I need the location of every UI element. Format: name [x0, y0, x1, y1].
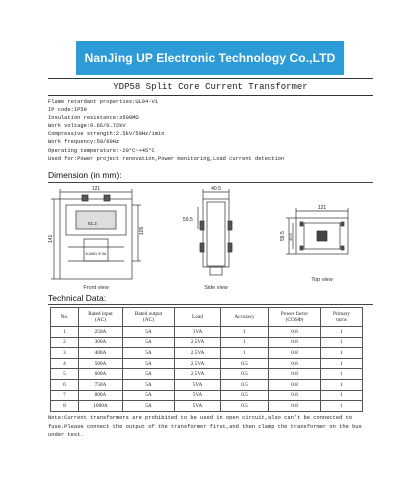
side-clip — [228, 243, 232, 252]
technical-data-heading: Technical Data: — [48, 293, 107, 303]
table-cell: 2.5VA — [175, 369, 221, 380]
top-inner-label: 40.5 — [288, 233, 293, 241]
spec-item: Operating temperature:-20°C~+45°C — [48, 147, 155, 154]
table-cell: 0.8 — [269, 327, 321, 338]
table-cell: 4 — [51, 358, 79, 369]
column-header: Rated output (AC) — [123, 308, 175, 327]
table-row — [51, 337, 363, 348]
table-cell: 1VA — [175, 327, 221, 338]
side-clip — [200, 221, 204, 230]
spec-item: Insulation resistance:≥500MΩ — [48, 115, 139, 122]
table-cell: 1000A — [79, 401, 123, 412]
table-row — [51, 379, 363, 390]
mount-clip — [82, 195, 88, 201]
table-cell: 0.8 — [269, 337, 321, 348]
table-row — [51, 358, 363, 369]
table-body — [51, 327, 363, 412]
table-cell: 1 — [221, 337, 269, 348]
table-cell: 400A — [79, 348, 123, 359]
side-mid-label: 59.5 — [183, 217, 193, 223]
side-inner-outline — [207, 202, 225, 266]
side-width-label: 40.5 — [211, 186, 221, 192]
table-cell: 0.8 — [269, 369, 321, 380]
side-clip — [228, 221, 232, 230]
table-row — [51, 369, 363, 380]
table-cell: 5VA — [175, 401, 221, 412]
front-inner-label: 51.2 — [88, 221, 97, 226]
table-cell: 8 — [51, 401, 79, 412]
table-cell: 2 — [51, 337, 79, 348]
top-corner-clip — [341, 222, 344, 226]
table-cell: 0.5 — [221, 390, 269, 401]
front-terminal-block — [84, 239, 108, 261]
front-view-caption: Front view — [83, 285, 109, 291]
table-cell: 6 — [51, 379, 79, 390]
table-cell: 1 — [321, 369, 363, 380]
top-core — [317, 231, 327, 241]
spec-item: IP code:IP50 — [48, 107, 87, 114]
table-cell: 5A — [123, 369, 175, 380]
table-cell: 0.5 — [221, 379, 269, 390]
column-header: No. — [51, 308, 79, 327]
table-cell: 5 — [51, 369, 79, 380]
product-title: YDP58 Split Core Current Transformer — [48, 78, 373, 96]
table-cell: 1 — [321, 379, 363, 390]
side-view-drawing — [198, 189, 232, 275]
table-cell: 0.8 — [269, 358, 321, 369]
column-header: Power factor (COSΦ) — [269, 308, 321, 327]
column-header: Load — [175, 308, 221, 327]
front-view-drawing — [51, 189, 141, 279]
table-cell: 7 — [51, 390, 79, 401]
table-cell: 1 — [51, 327, 79, 338]
table-cell: 5A — [123, 337, 175, 348]
front-terminal-label: 8-AWG Φ SA — [85, 252, 107, 256]
table-cell: 0.8 — [269, 379, 321, 390]
top-view-caption: Top view — [311, 277, 333, 283]
table-row — [51, 348, 363, 359]
table-cell: 1 — [221, 327, 269, 338]
dimension-heading: Dimension (in mm): — [48, 170, 122, 180]
table-cell: 5A — [123, 358, 175, 369]
side-terminal — [210, 267, 222, 275]
spec-item: Compressive strength:2.5kV/50Hz/1min — [48, 131, 165, 138]
front-core — [76, 211, 116, 229]
table-cell: 0.8 — [269, 401, 321, 412]
table-cell: 2.5VA — [175, 337, 221, 348]
table-cell: 5VA — [175, 379, 221, 390]
front-height-label: 141 — [48, 234, 54, 243]
table-cell: 300A — [79, 337, 123, 348]
spec-item: Work voltage:0.66/0.72kV — [48, 123, 126, 130]
spec-item: Flame retardant properties:UL94-V1 — [48, 99, 158, 105]
spec-list — [48, 98, 378, 163]
table-cell: 0.5 — [221, 369, 269, 380]
top-corner-clip — [300, 246, 303, 250]
table-cell: 3 — [51, 348, 79, 359]
table-cell: 600A — [79, 369, 123, 380]
front-height-right-label: 105 — [139, 226, 145, 235]
top-width-label: 121 — [317, 205, 327, 211]
table-cell: 1 — [321, 327, 363, 338]
table-cell: 5A — [123, 390, 175, 401]
front-width-label: 121 — [91, 186, 101, 192]
top-corner-clip — [341, 246, 344, 250]
table-cell: 1 — [221, 348, 269, 359]
section-divider — [48, 182, 373, 183]
table-cell: 1 — [321, 401, 363, 412]
table-cell: 1 — [321, 348, 363, 359]
dimension-drawings — [48, 185, 373, 293]
side-clip — [200, 243, 204, 252]
section-divider — [48, 304, 373, 305]
table-cell: 1 — [321, 358, 363, 369]
usage-note: Note:Current transformers are prohibited to be used in open circuit,also can't be connected to fuse.Please connect the output of the transformer first,and then clamp the transformer on the bus under test. — [48, 415, 362, 439]
table-row — [51, 327, 363, 338]
mount-clip — [104, 195, 110, 201]
table-cell: 1 — [321, 390, 363, 401]
side-view-caption: Side view — [204, 285, 228, 291]
table-cell: 800A — [79, 390, 123, 401]
table-cell: 0.5 — [221, 401, 269, 412]
table-cell: 0.8 — [269, 348, 321, 359]
table-header-row — [51, 308, 363, 327]
top-height-label: 59.5 — [280, 231, 286, 241]
table-cell: 0.8 — [269, 390, 321, 401]
column-header: Accuracy — [221, 308, 269, 327]
table-row — [51, 401, 363, 412]
spec-item: Used for:Power project renovation,Power monitoring,Load current detection — [48, 155, 285, 162]
table-cell: 5VA — [175, 390, 221, 401]
technical-data-table — [50, 307, 363, 412]
table-row — [51, 390, 363, 401]
table-cell: 5A — [123, 401, 175, 412]
table-cell: 5A — [123, 327, 175, 338]
top-corner-clip — [300, 222, 303, 226]
column-header: Rated input (AC) — [79, 308, 123, 327]
table-cell: 0.5 — [221, 358, 269, 369]
spec-item: Work frequency:50/60Hz — [48, 139, 120, 146]
table-cell: 250A — [79, 327, 123, 338]
table-cell: 5A — [123, 348, 175, 359]
table-cell: 750A — [79, 379, 123, 390]
company-name: NanJing UP Electronic Technology Co.,LTD — [84, 51, 336, 65]
table-cell: 500A — [79, 358, 123, 369]
table-cell: 1 — [321, 337, 363, 348]
top-view-drawing — [286, 208, 348, 254]
column-header: Primary turns — [321, 308, 363, 327]
table-cell: 5A — [123, 379, 175, 390]
company-banner — [76, 41, 344, 75]
table-cell: 2.5VA — [175, 348, 221, 359]
table-cell: 2.5VA — [175, 358, 221, 369]
